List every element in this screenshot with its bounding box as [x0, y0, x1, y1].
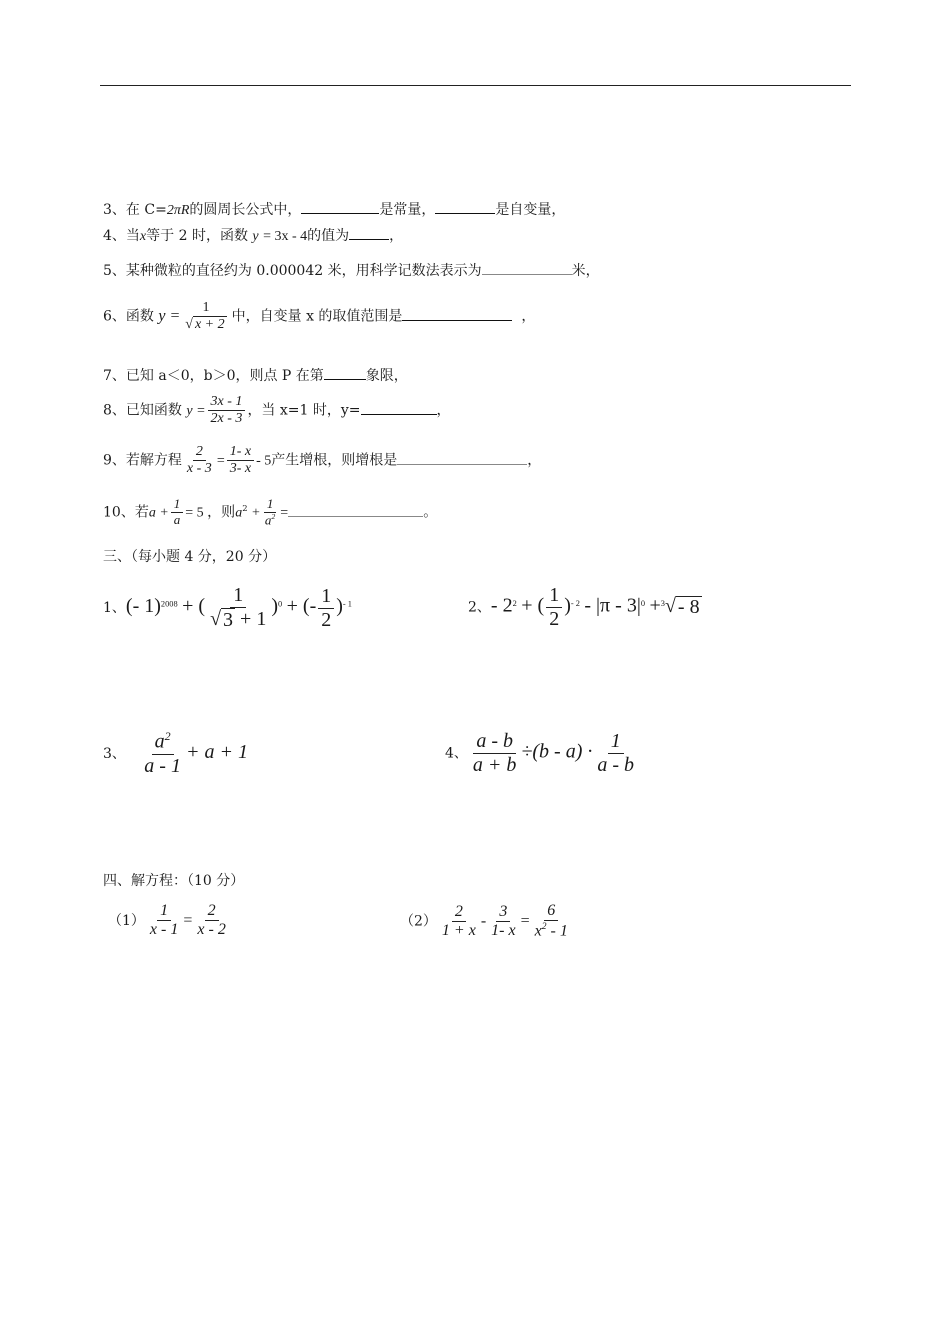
fraction: $\frac{2}{x - 3}$ [186, 444, 212, 477]
answer-blank[interactable] [324, 367, 366, 380]
answer-blank[interactable] [301, 201, 379, 214]
problem-2: 2、- $2^2$ + ( $\frac{1}{2}$ )$^{- 2} - |\pi - 3|^0 +^3$ √ - 8 [468, 584, 700, 630]
question-6: 6、函数 y = $\frac{1}{√ x + 2}$ 中，自变量 x 的取值范围是 ， [103, 300, 536, 333]
fraction: $\frac{a - b}{a + b}$ [472, 730, 517, 776]
question-7: 7、已知 a＜0，b＞0，则点 P 在第 象限， [103, 368, 408, 384]
fraction: $\frac{3x - 1}{2x - 3}$ [208, 394, 246, 427]
fraction: 1 √ 3 + 1 [210, 584, 267, 631]
section-4-title: 四、解方程：（10 分） [103, 873, 245, 889]
fraction: $\frac{1}{√ x + 2}$ [185, 300, 225, 333]
formula: 2πR [166, 203, 190, 218]
question-9: 9、若解方程 $\frac{2}{x - 3}$ = $\frac{1- x}{3- x}$ - 5产生增根，则增根是 ， [103, 444, 542, 477]
fraction: $\frac{2}{1 + x}$ [441, 902, 476, 940]
equation-1: （1） $\frac{1}{x - 1}$ = $\frac{2}{x - 2}$ [108, 902, 231, 940]
question-5: 5、某种微粒的直径约为 0.000042 米，用科学记数法表示为 米， [103, 263, 600, 279]
answer-blank[interactable] [435, 201, 495, 214]
fraction: $\frac{1}{2}$ [318, 585, 334, 632]
fraction: $\frac{1}{a}$ [171, 497, 184, 528]
fraction: $\frac{3}{1- x}$ [491, 902, 516, 940]
header-rule [100, 85, 851, 86]
question-10: 10、若a + $\frac{1}{a}$ = 5 ，则$a^2$ + $\frac{1}{a^2}$ = 。 [103, 496, 438, 528]
section-3-title: 三、（每小题 4 分，20 分） [103, 549, 277, 565]
fraction: $\frac{6}{x^2 - 1}$ [534, 902, 568, 940]
sqrt-sign: √ [664, 594, 676, 617]
fraction: $\frac{1- x}{3- x}$ [227, 444, 254, 477]
question-4: 4、当x等于 2 时，函数 y = 3x - 4的值为 ， [103, 228, 404, 244]
fraction: $\frac{1}{a - b}$ [597, 730, 635, 776]
fraction: $\frac{1}{a^2}$ [264, 496, 276, 528]
question-3: 3、在 C=2πR的圆周长公式中， 是常量， 是自变量， [103, 202, 566, 218]
sqrt-sign: √ [210, 608, 222, 630]
fraction: $\frac{2}{x - 2}$ [197, 902, 226, 939]
answer-blank[interactable] [482, 262, 572, 275]
answer-blank[interactable] [349, 227, 389, 240]
sqrt-sign: √ [185, 317, 193, 333]
fraction: $\frac{1}{2}$ [546, 584, 562, 631]
problem-3: 3、 $\frac{a^2}{a - 1}$ + a + 1 [103, 729, 248, 777]
question-8: 8、已知函数 y = $\frac{3x - 1}{2x - 3}$ ，当 x=1 时，y= ， [103, 394, 451, 427]
answer-blank[interactable] [397, 452, 527, 465]
problem-4: 4、 $\frac{a - b}{a + b}$ ÷(b - a) · $\frac{1}{a - b}$ [445, 730, 639, 777]
equation-2: （2） $\frac{2}{1 + x}$ - $\frac{3}{1- x}$ = $\frac{6}{x^2 - 1}$ [400, 902, 573, 941]
answer-blank[interactable] [288, 504, 423, 517]
fraction: $\frac{a^2}{a - 1}$ [144, 729, 181, 777]
answer-blank[interactable] [361, 402, 437, 415]
problem-1: 1、(- 1)$^{2008}$ + ( 1 √ 3 + 1 )$^0$ + (- $\frac{1}{2}$ )$^{- 1}$ [103, 584, 352, 631]
answer-blank[interactable] [402, 308, 512, 321]
fraction: $\frac{1}{x - 1}$ [149, 902, 179, 939]
